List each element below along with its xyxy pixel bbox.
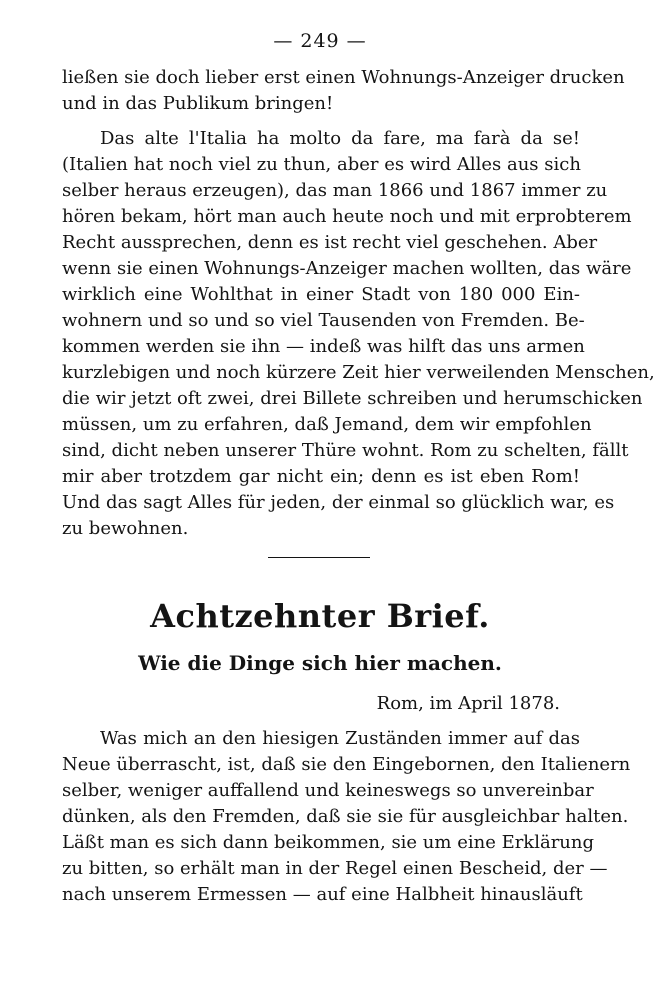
- dateline: Rom, im April 1878.: [376, 693, 560, 714]
- text-line: kommen werden sie ihn — indeß was hilft das uns armen: [62, 336, 585, 357]
- page-number: — 249 —: [273, 30, 367, 52]
- text-line: wenn sie einen Wohnungs-Anzeiger machen wollten, das wäre: [62, 258, 632, 279]
- text-line: wirklich eine Wohlthat in einer Stadt von 180 000 Ein-: [62, 284, 580, 305]
- text-line: (Italien hat noch viel zu thun, aber es wird Alles aus sich: [62, 154, 581, 175]
- text-line: nach unserem Ermessen — auf eine Halbheit hinausläuft: [62, 884, 583, 905]
- section-divider: [268, 557, 370, 558]
- chapter-subtitle: Wie die Dinge sich hier machen.: [138, 651, 502, 675]
- text-line: müssen, um zu erfahren, daß Jemand, dem wir empfohlen: [62, 414, 592, 435]
- text-line: Das alte l'Italia ha molto da fare, ma farà da se!: [100, 128, 580, 149]
- text-line: zu bewohnen.: [62, 518, 189, 539]
- text-line: Was mich an den hiesigen Zuständen immer auf das: [100, 728, 580, 749]
- text-line: ließen sie doch lieber erst einen Wohnungs-Anzeiger drucken: [62, 67, 625, 88]
- text-line: und in das Publikum bringen!: [62, 93, 334, 114]
- text-line: mir aber trotzdem gar nicht ein; denn es ist eben Rom!: [62, 466, 580, 487]
- text-line: selber, weniger auffallend und keineswegs so unvereinbar: [62, 780, 594, 801]
- chapter-title: Achtzehnter Brief.: [150, 597, 490, 635]
- text-line: sind, dicht neben unserer Thüre wohnt. Rom zu schelten, fällt: [62, 440, 629, 461]
- text-line: kurzlebigen und noch kürzere Zeit hier verweilenden Menschen,: [62, 362, 655, 383]
- text-line: Läßt man es sich dann beikommen, sie um eine Erklärung: [62, 832, 595, 853]
- text-line: Und das sagt Alles für jeden, der einmal so glücklich war, es: [62, 492, 615, 513]
- text-line: hören bekam, hört man auch heute noch und mit erprobterem: [62, 206, 632, 227]
- text-line: dünken, als den Fremden, daß sie sie für ausgleichbar halten.: [62, 806, 629, 827]
- text-line: Neue überrascht, ist, daß sie den Eingebornen, den Italienern: [62, 754, 631, 775]
- text-line: wohnern und so und so viel Tausenden von Fremden. Be-: [62, 310, 585, 331]
- text-line: zu bitten, so erhält man in der Regel einen Bescheid, der —: [62, 858, 608, 879]
- text-line: Recht aussprechen, denn es ist recht viel geschehen. Aber: [62, 232, 598, 253]
- text-line: die wir jetzt oft zwei, drei Billete schreiben und herumschicken: [62, 388, 643, 409]
- text-line: selber heraus erzeugen), das man 1866 und 1867 immer zu: [62, 180, 608, 201]
